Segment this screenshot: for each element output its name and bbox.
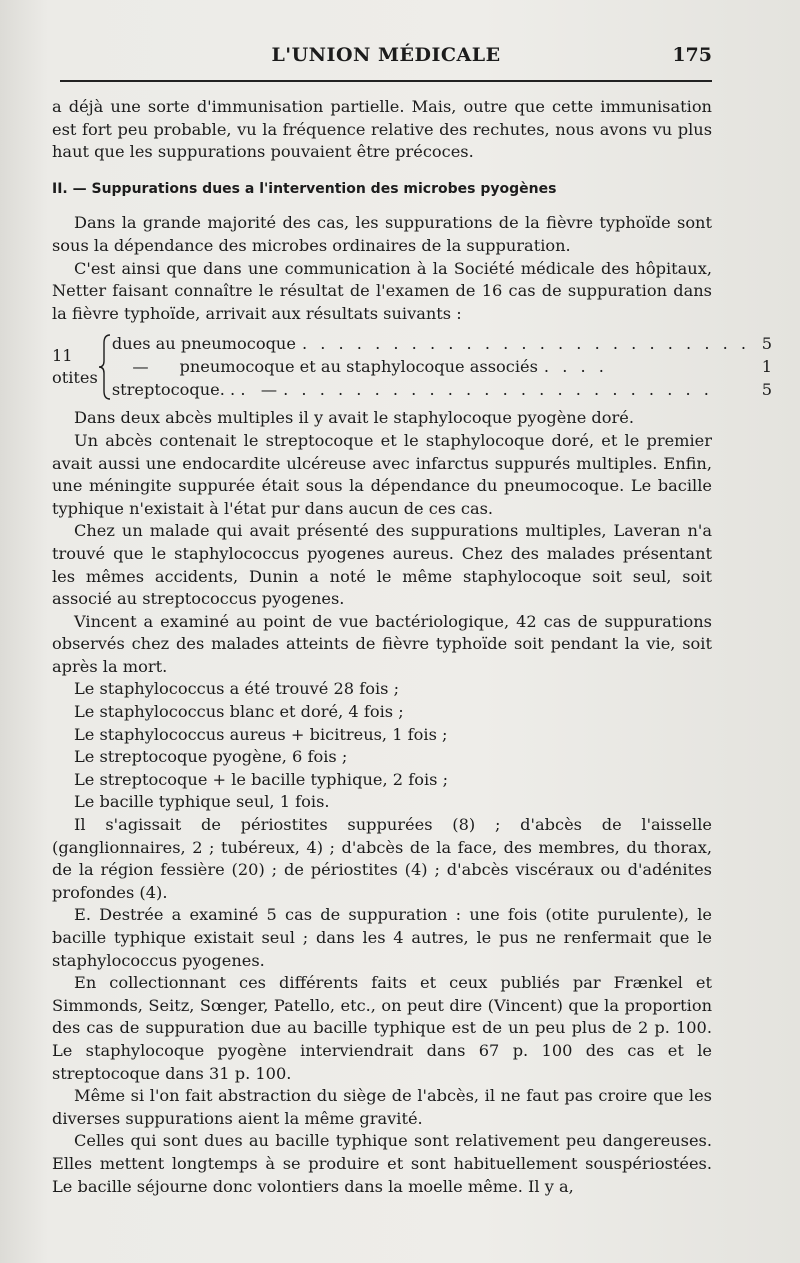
- paragraph: Dans deux abcès multiples il y avait le staphylocoque pyogène doré.: [74, 408, 634, 428]
- paragraph: Un abcès contenait le streptocoque et le staphylocoque doré, et le premier avait aussi une endocardite ulcéreuse avec infarctus suppurés multiples. Enfin, une méningite suppurée était sous la dépendance du pneumocoque. Le bacille typhique n'existait à l'état pur dans aucun de ces cas.: [52, 430, 712, 518]
- list-item: Le staphylococcus blanc et doré, 4 fois ;: [74, 702, 404, 722]
- article-body: [52, 96, 773, 1198]
- paragraph: Vincent a examiné au point de vue bactériologique, 42 cas de suppurations observés chez des malades atteints de fièvre typhoïde soit pendant la vie, soit après la mort.: [52, 611, 712, 676]
- running-header: [60, 40, 712, 82]
- paragraph: En collectionnant ces différents faits et ceux publiés par Frænkel et Simmonds, Seitz, Sœnger, Patello, etc., on peut dire (Vincent) que la proportion des cas de suppuration due au bacille typhique est de un peu plus de 2 p. 100. Le staphylocoque pyogène interviendrait dans 67 p. 100 des cas et le streptocoque dans 31 p. 100.: [52, 973, 712, 1083]
- otites-label: 11 otites: [52, 345, 98, 388]
- row-count: 5: [761, 380, 773, 400]
- row-count: 1: [761, 357, 773, 377]
- paragraph: Celles qui sont dues au bacille typhique sont relativement peu dangereuses. Elles mettent longtemps à se produire et sont habituellement souspériostées. Le bacille séjourne donc volontiers dans la moelle même. Il y a,: [52, 1131, 712, 1196]
- row-leader-dots: . . . . . . . . . . . . . . . . . . . . . . . .: [283, 380, 713, 400]
- list-item: Le streptocoque + le bacille typhique, 2 fois ;: [74, 769, 449, 789]
- paragraph: C'est ainsi que dans une communication à la Société médicale des hôpitaux, Netter faisant connaître le résultat de l'examen de 16 cas de suppuration dans la fièvre typhoïde, arrivait aux résultats suivants :: [52, 258, 712, 323]
- otites-row: [112, 333, 772, 355]
- page-number: 175: [672, 44, 712, 66]
- journal-title: L'UNION MÉDICALE: [271, 44, 501, 66]
- section-heading: II. — Suppurations dues a l'intervention des microbes pyogènes: [52, 180, 557, 197]
- row-count: 5: [761, 334, 773, 354]
- curly-brace-icon: [98, 333, 112, 401]
- paragraph: E. Destrée a examiné 5 cas de suppuration : une fois (otite purulente), le bacille typhique existait seul ; dans les 4 autres, le pus ne renfermait que le staphylococcus pyogenes.: [52, 905, 712, 970]
- paragraph: Même si l'on fait abstraction du siège de l'abcès, il ne faut pas croire que les diverses suppurations aient la même gravité.: [52, 1086, 712, 1128]
- otites-rows: [112, 333, 772, 401]
- paragraph: Dans la grande majorité des cas, les suppurations de la fièvre typhoïde sont sous la dépendance des microbes ordinaires de la suppuration.: [52, 213, 712, 255]
- vincent-results-list: [52, 678, 712, 814]
- otites-row: [112, 356, 772, 378]
- row-leader-dots: . . . .: [543, 357, 608, 377]
- paragraph-continuation: a déjà une sorte d'immunisation partielle. Mais, outre que cette immunisation est fort peu probable, vu la fréquence relative des rechutes, nous avons vu plus haut que les suppurations pouvaient être précoces.: [52, 97, 712, 162]
- paragraph: Chez un malade qui avait présenté des suppurations multiples, Laveran n'a trouvé que le staphylococcus pyogenes aureus. Chez des malades présentant les mêmes accidents, Dunin a noté le même staphylocoque soit seul, soit associé au streptococcus pyogenes.: [52, 521, 712, 609]
- row-label: dues au pneumocoque: [111, 334, 296, 354]
- otites-row: [112, 379, 772, 401]
- otites-table: [52, 333, 773, 401]
- list-item: Le streptocoque pyogène, 6 fois ;: [74, 747, 348, 767]
- row-label: — pneumocoque et au staphylocoque associés: [111, 357, 538, 377]
- list-item: Le staphylococcus aureus + bicitreus, 1 fois ;: [74, 724, 448, 744]
- list-item: Le bacille typhique seul, 1 fois.: [74, 792, 330, 812]
- paragraph: Il s'agissait de périostites suppurées (8) ; d'abcès de l'aisselle (ganglionnaires, 2 ; tubéreux, 4) ; d'abcès de la face, des membres, du thorax, de la région fessière (20) ; de périostites (4) ; d'abcès viscéraux ou d'adénites profondes (4).: [52, 815, 712, 902]
- row-leader-dots: . . . . . . . . . . . . . . . . . . . . . . . . .: [301, 334, 751, 354]
- row-label: streptocoque. . . —: [111, 380, 278, 400]
- list-item: Le staphylococcus a été trouvé 28 fois ;: [74, 679, 400, 699]
